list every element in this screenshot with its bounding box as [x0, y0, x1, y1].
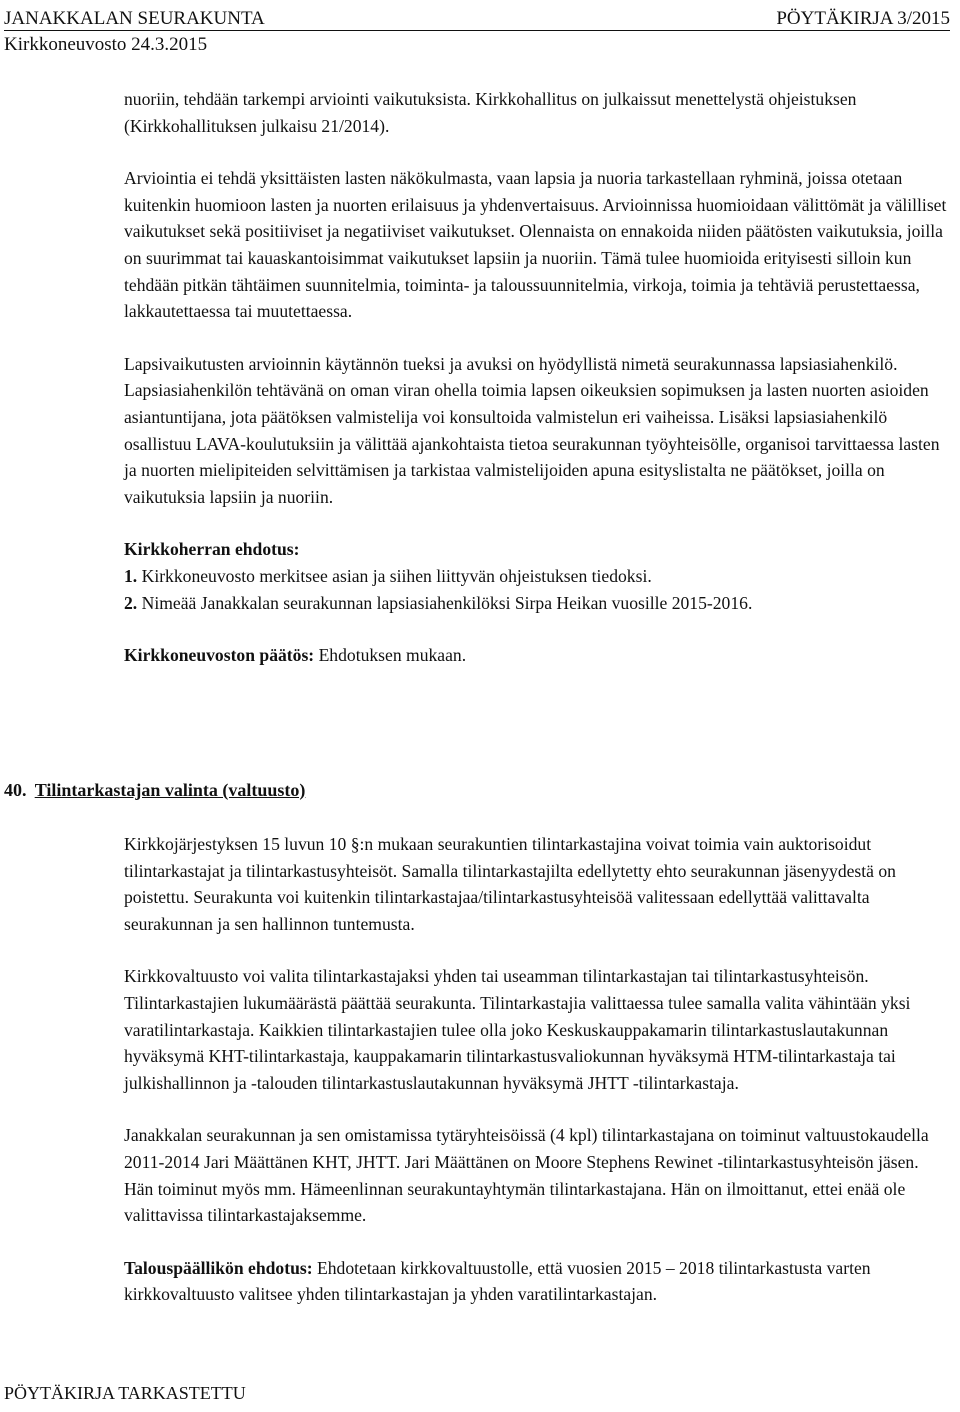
paragraph: Janakkalan seurakunnan ja sen omistamissa tytäryhteisöissä (4 kpl) tilintarkastajana on toiminut valtuustokaudella 2011-2014 Jari Määttänen KHT, JHTT. Jari Määttänen on Moore Stephens Rewinet -tilintarkastusyhteisön jäsen. Hän toiminut myös mm. Hämeenlinnan seurakuntayhtymän tilintarkastajana. Hän on ilmoittanut, ettei enää ole valittavissa tilintarkastajaksemme. — [124, 1125, 929, 1226]
decision-text: Ehdotuksen mukaan. — [318, 645, 467, 666]
finance-proposal — [124, 1255, 952, 1308]
paragraph: nuoriin, tehdään tarkempi arviointi vaikutuksista. Kirkkohallitus on julkaissut menettelystä ohjeistuksen (Kirkkohallituksen julkaisu 21/2014). — [124, 89, 857, 136]
header-rule — [4, 30, 950, 31]
decision — [124, 642, 952, 669]
proposal-item — [124, 563, 952, 590]
section-body — [124, 831, 952, 1308]
meeting-date: Kirkkoneuvosto 24.3.2015 — [4, 34, 208, 55]
section-number: 40. — [4, 780, 27, 800]
proposal-item-number: 2. — [124, 592, 138, 613]
organization-name: JANAKKALAN SEURAKUNTA — [4, 8, 265, 29]
finance-proposal-text: Ehdotetaan kirkkovaltuustolle, että vuosien 2015 – 2018 tilintarkastusta varten kirkkovaltuusto valitsee yhden tilintarkastajan ja yhden varatilintarkastajan. — [124, 1257, 871, 1305]
section-title: Tilintarkastajan valinta (valtuusto) — [34, 780, 306, 800]
finance-proposal-label: Talouspäällikön ehdotus: — [124, 1257, 313, 1278]
document-title: PÖYTÄKIRJA 3/2015 — [776, 8, 950, 29]
proposal-block — [124, 536, 952, 616]
proposal-item — [124, 590, 952, 617]
proposal-item-number: 1. — [124, 565, 138, 586]
proposal-item-text: Nimeää Janakkalan seurakunnan lapsiasiahenkilöksi Sirpa Heikan vuosille 2015-2016. — [141, 592, 753, 613]
paragraph: Kirkkovaltuusto voi valita tilintarkastajaksi yhden tai useamman tilintarkastajan tai tilintarkastusyhteisön. Tilintarkastajien lukumäärästä päättää seurakunta. Tilintarkastajia valittaessa tulee samalla valita vähintään yksi varatilintarkastaja. Kaikkien tilintarkastajien tulee olla joko Keskuskauppakamarin tilintarkastuslautakunnan hyväksymä KHT-tilintarkastaja, kauppakamarin tilintarkastusvaliokunnan hyväksymä HTM-tilintarkastaja tai julkishallinnon ja -talouden tilintarkastuslautakunnan hyväksymä JHTT -tilintarkastaja. — [124, 966, 911, 1093]
page-header — [4, 6, 950, 58]
proposal-heading: Kirkkoherran ehdotus: — [124, 539, 300, 560]
paragraph: Arviointia ei tehdä yksittäisten lasten näkökulmasta, vaan lapsia ja nuoria tarkastellaan ryhminä, joissa otetaan kuitenkin huomioon lasten ja nuorten erilaisuus ja yhdenvertaisuus. Arvioinnissa huomioidaan välittömät ja välilliset vaikutukset sekä positiiviset ja negatiiviset vaikutukset. Olennaista on ennakoida niiden päätösten vaikutuksia, joilla on suurimmat tai kauaskantoisimmat vaikutukset lapsiin ja nuoriin. Tämä tulee huomioida erityisesti silloin kun tehdään pitkän tähtäimen suunnitelmia, toiminta- ja taloussuunnitelmia, virkoja, toimia ja tehtäviä perustettaessa, lakkautettaessa tai muutettaessa. — [124, 168, 947, 322]
paragraph: Kirkkojärjestyksen 15 luvun 10 §:n mukaan seurakuntien tilintarkastajina voivat toimia vain auktorisoidut tilintarkastajat ja tilintarkastusyhteisöt. Samalla tilintarkastajilta edellytetty ehto seurakunnan jäsenyydestä on poistettu. Seurakunta voi kuitenkin tilintarkastajaa/tilintarkastusyhteisöä valitessaan edellyttää valittavalta seurakunnan ja sen hallinnon tuntemusta. — [124, 834, 896, 934]
paragraph: Lapsivaikutusten arvioinnin käytännön tueksi ja avuksi on hyödyllistä nimetä seurakunnassa lapsiasiahenkilö. Lapsiasiahenkilön tehtävänä on oman viran ohella toimia lapsen oikeuksien sopimuksen ja lasten nuorten asioiden asiantuntijana, jota päätöksen valmistelija voi konsultoida valmistelun eri vaiheissa. Lisäksi lapsiasiahenkilö osallistuu LAVA-koulutuksiin ja välittää ajankohtaista tietoa seurakunnan työyhteisölle, organisoi tarvittaessa lasten ja nuorten mielipiteiden selvittämisen ja tarkistaa valmistelijoiden apuna esityslistalta ne päätökset, joilla on vaikutuksia lapsiin ja nuoriin. — [124, 353, 940, 507]
footer-note: PÖYTÄKIRJA TARKASTETTU — [4, 1383, 246, 1403]
section-heading — [4, 777, 305, 803]
body-text — [124, 86, 952, 695]
proposal-item-text: Kirkkoneuvosto merkitsee asian ja siihen liittyvän ohjeistuksen tiedoksi. — [141, 565, 652, 586]
decision-label: Kirkkoneuvoston päätös: — [124, 645, 315, 666]
